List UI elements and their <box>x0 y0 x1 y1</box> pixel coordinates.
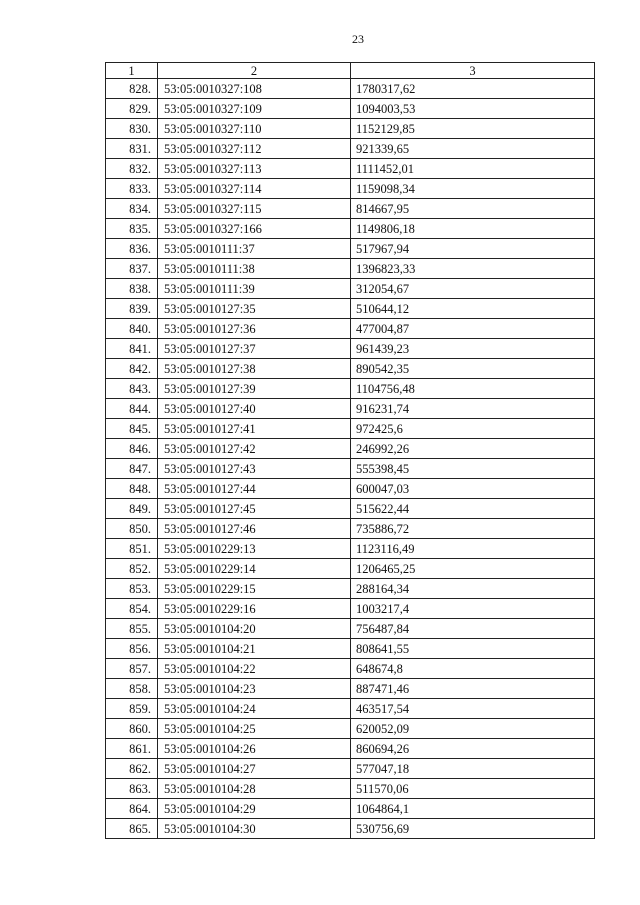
cadastral-number-cell: 53:05:0010104:24 <box>158 699 351 719</box>
row-number-cell: 863. <box>106 779 158 799</box>
table-row <box>106 79 595 99</box>
cadastral-number-cell: 53:05:0010127:46 <box>158 519 351 539</box>
row-number-cell: 842. <box>106 359 158 379</box>
cadastral-number-cell: 53:05:0010127:38 <box>158 359 351 379</box>
value-cell: 288164,34 <box>351 579 595 599</box>
table-row <box>106 259 595 279</box>
row-number-cell: 849. <box>106 499 158 519</box>
value-cell: 961439,23 <box>351 339 595 359</box>
cadastral-number-cell: 53:05:0010104:23 <box>158 679 351 699</box>
cadastral-number-cell: 53:05:0010127:37 <box>158 339 351 359</box>
cadastral-number-cell: 53:05:0010104:26 <box>158 739 351 759</box>
value-cell: 814667,95 <box>351 199 595 219</box>
table-row <box>106 439 595 459</box>
cadastral-number-cell: 53:05:0010104:29 <box>158 799 351 819</box>
value-cell: 648674,8 <box>351 659 595 679</box>
table-row <box>106 519 595 539</box>
table-row <box>106 119 595 139</box>
row-number-cell: 854. <box>106 599 158 619</box>
value-cell: 1159098,34 <box>351 179 595 199</box>
row-number-cell: 853. <box>106 579 158 599</box>
row-number-cell: 832. <box>106 159 158 179</box>
value-cell: 1152129,85 <box>351 119 595 139</box>
value-cell: 1094003,53 <box>351 99 595 119</box>
value-cell: 477004,87 <box>351 319 595 339</box>
row-number-cell: 836. <box>106 239 158 259</box>
value-cell: 972425,6 <box>351 419 595 439</box>
row-number-cell: 845. <box>106 419 158 439</box>
table-row <box>106 99 595 119</box>
table-header <box>106 63 595 79</box>
table-body <box>106 79 595 839</box>
row-number-cell: 828. <box>106 79 158 99</box>
cadastral-number-cell: 53:05:0010327:109 <box>158 99 351 119</box>
table-row <box>106 399 595 419</box>
row-number-cell: 857. <box>106 659 158 679</box>
table-row <box>106 799 595 819</box>
value-cell: 577047,18 <box>351 759 595 779</box>
table-row <box>106 479 595 499</box>
row-number-cell: 850. <box>106 519 158 539</box>
row-number-cell: 865. <box>106 819 158 839</box>
value-cell: 1780317,62 <box>351 79 595 99</box>
cadastral-number-cell: 53:05:0010127:42 <box>158 439 351 459</box>
cadastral-number-cell: 53:05:0010127:40 <box>158 399 351 419</box>
row-number-cell: 829. <box>106 99 158 119</box>
table-row <box>106 279 595 299</box>
row-number-cell: 830. <box>106 119 158 139</box>
value-cell: 246992,26 <box>351 439 595 459</box>
value-cell: 463517,54 <box>351 699 595 719</box>
value-cell: 808641,55 <box>351 639 595 659</box>
cadastral-number-cell: 53:05:0010104:25 <box>158 719 351 739</box>
value-cell: 1064864,1 <box>351 799 595 819</box>
table-row <box>106 379 595 399</box>
row-number-cell: 835. <box>106 219 158 239</box>
table-row <box>106 739 595 759</box>
table-row <box>106 159 595 179</box>
value-cell: 1104756,48 <box>351 379 595 399</box>
cadastral-number-cell: 53:05:0010229:14 <box>158 559 351 579</box>
table-row <box>106 139 595 159</box>
value-cell: 312054,67 <box>351 279 595 299</box>
table-row <box>106 719 595 739</box>
cadastral-number-cell: 53:05:0010127:39 <box>158 379 351 399</box>
row-number-cell: 846. <box>106 439 158 459</box>
cadastral-number-cell: 53:05:0010127:45 <box>158 499 351 519</box>
cadastral-number-cell: 53:05:0010327:112 <box>158 139 351 159</box>
table-row <box>106 339 595 359</box>
cadastral-number-cell: 53:05:0010229:13 <box>158 539 351 559</box>
table-row <box>106 819 595 839</box>
value-cell: 887471,46 <box>351 679 595 699</box>
row-number-cell: 864. <box>106 799 158 819</box>
value-cell: 511570,06 <box>351 779 595 799</box>
value-cell: 1206465,25 <box>351 559 595 579</box>
cadastral-number-cell: 53:05:0010327:108 <box>158 79 351 99</box>
value-cell: 735886,72 <box>351 519 595 539</box>
cadastral-number-cell: 53:05:0010127:43 <box>158 459 351 479</box>
column-header-3: 3 <box>351 63 595 79</box>
table-row <box>106 199 595 219</box>
table-row <box>106 179 595 199</box>
value-cell: 530756,69 <box>351 819 595 839</box>
cadastral-number-cell: 53:05:0010104:22 <box>158 659 351 679</box>
cadastral-number-cell: 53:05:0010327:166 <box>158 219 351 239</box>
column-header-1: 1 <box>106 63 158 79</box>
value-cell: 1003217,4 <box>351 599 595 619</box>
row-number-cell: 833. <box>106 179 158 199</box>
table-row <box>106 599 595 619</box>
cadastral-number-cell: 53:05:0010127:36 <box>158 319 351 339</box>
value-cell: 756487,84 <box>351 619 595 639</box>
row-number-cell: 831. <box>106 139 158 159</box>
table-row <box>106 499 595 519</box>
value-cell: 555398,45 <box>351 459 595 479</box>
cadastral-number-cell: 53:05:0010111:38 <box>158 259 351 279</box>
table-row <box>106 459 595 479</box>
cadastral-number-cell: 53:05:0010104:20 <box>158 619 351 639</box>
page-number: 23 <box>352 32 364 46</box>
row-number-cell: 861. <box>106 739 158 759</box>
row-number-cell: 862. <box>106 759 158 779</box>
table-row <box>106 639 595 659</box>
cadastral-number-cell: 53:05:0010104:27 <box>158 759 351 779</box>
row-number-cell: 840. <box>106 319 158 339</box>
cadastral-number-cell: 53:05:0010111:37 <box>158 239 351 259</box>
value-cell: 620052,09 <box>351 719 595 739</box>
cadastral-number-cell: 53:05:0010127:44 <box>158 479 351 499</box>
table-row <box>106 679 595 699</box>
value-cell: 921339,65 <box>351 139 595 159</box>
row-number-cell: 856. <box>106 639 158 659</box>
row-number-cell: 847. <box>106 459 158 479</box>
row-number-cell: 855. <box>106 619 158 639</box>
value-cell: 1123116,49 <box>351 539 595 559</box>
table-row <box>106 659 595 679</box>
row-number-cell: 844. <box>106 399 158 419</box>
cadastral-number-cell: 53:05:0010327:114 <box>158 179 351 199</box>
table-row <box>106 579 595 599</box>
row-number-cell: 839. <box>106 299 158 319</box>
table-row <box>106 419 595 439</box>
row-number-cell: 841. <box>106 339 158 359</box>
row-number-cell: 834. <box>106 199 158 219</box>
table-row <box>106 699 595 719</box>
value-cell: 510644,12 <box>351 299 595 319</box>
value-cell: 515622,44 <box>351 499 595 519</box>
header-row <box>106 63 595 79</box>
cadastral-number-cell: 53:05:0010327:110 <box>158 119 351 139</box>
row-number-cell: 848. <box>106 479 158 499</box>
value-cell: 890542,35 <box>351 359 595 379</box>
table-row <box>106 239 595 259</box>
value-cell: 1149806,18 <box>351 219 595 239</box>
row-number-cell: 838. <box>106 279 158 299</box>
value-cell: 1396823,33 <box>351 259 595 279</box>
value-cell: 600047,03 <box>351 479 595 499</box>
row-number-cell: 837. <box>106 259 158 279</box>
cadastral-number-cell: 53:05:0010127:41 <box>158 419 351 439</box>
cadastral-number-cell: 53:05:0010111:39 <box>158 279 351 299</box>
row-number-cell: 860. <box>106 719 158 739</box>
table-row <box>106 359 595 379</box>
value-cell: 916231,74 <box>351 399 595 419</box>
value-cell: 860694,26 <box>351 739 595 759</box>
table-row <box>106 779 595 799</box>
cadastral-number-cell: 53:05:0010229:15 <box>158 579 351 599</box>
value-cell: 1111452,01 <box>351 159 595 179</box>
value-cell: 517967,94 <box>351 239 595 259</box>
table-row <box>106 539 595 559</box>
cadastral-number-cell: 53:05:0010229:16 <box>158 599 351 619</box>
data-table <box>105 62 595 839</box>
cadastral-number-cell: 53:05:0010327:113 <box>158 159 351 179</box>
table-row <box>106 559 595 579</box>
table-row <box>106 219 595 239</box>
cadastral-number-cell: 53:05:0010104:21 <box>158 639 351 659</box>
table-row <box>106 619 595 639</box>
row-number-cell: 843. <box>106 379 158 399</box>
cadastral-number-cell: 53:05:0010104:30 <box>158 819 351 839</box>
row-number-cell: 852. <box>106 559 158 579</box>
table-row <box>106 759 595 779</box>
table-row <box>106 299 595 319</box>
column-header-2: 2 <box>158 63 351 79</box>
row-number-cell: 859. <box>106 699 158 719</box>
row-number-cell: 858. <box>106 679 158 699</box>
row-number-cell: 851. <box>106 539 158 559</box>
cadastral-number-cell: 53:05:0010104:28 <box>158 779 351 799</box>
cadastral-number-cell: 53:05:0010127:35 <box>158 299 351 319</box>
cadastral-number-cell: 53:05:0010327:115 <box>158 199 351 219</box>
table-row <box>106 319 595 339</box>
